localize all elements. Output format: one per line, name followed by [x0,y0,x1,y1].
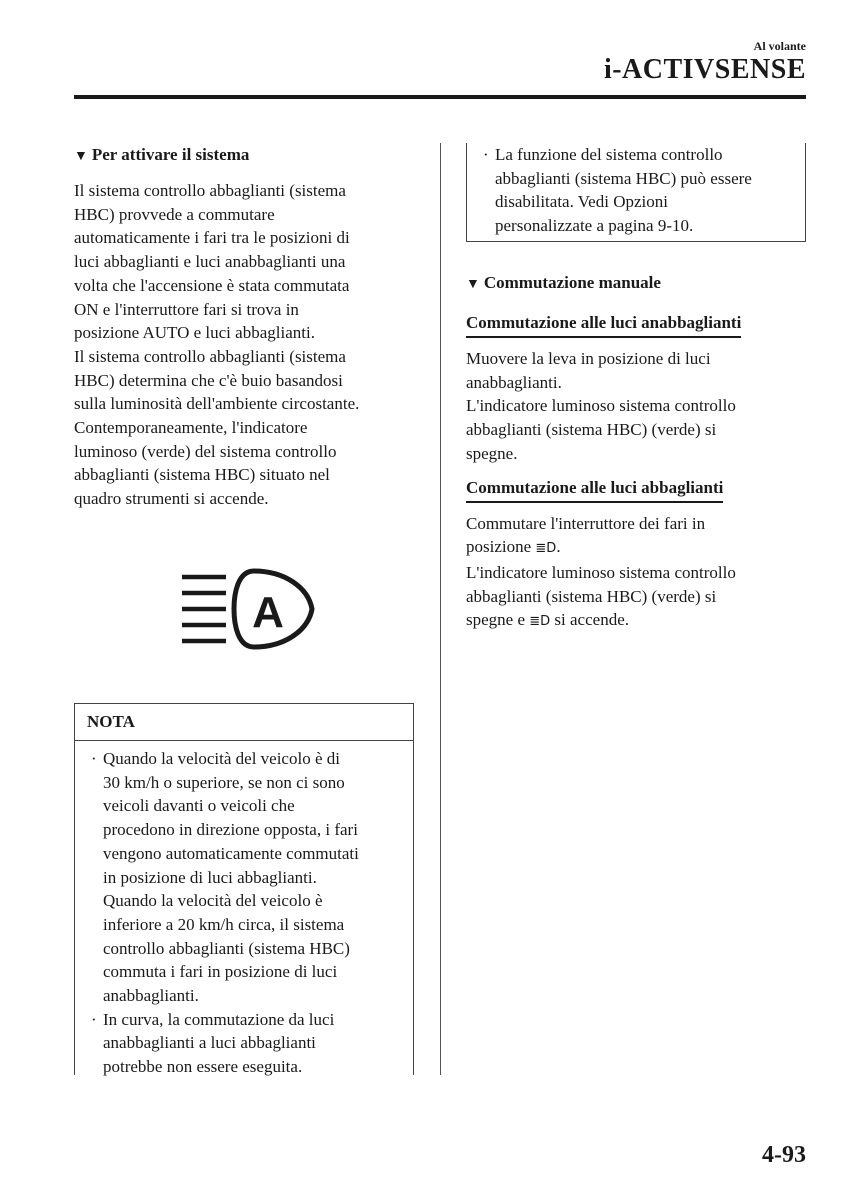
column-divider [440,143,441,1075]
header-rule [74,95,806,99]
icon-letter: A [252,588,284,637]
high-beam-text [466,512,806,635]
auto-high-beam-svg [180,565,320,655]
section-label: Al volante [753,39,806,53]
triangle-down-icon: ▼ [74,149,88,164]
manual-switch-heading-text: Commutazione manuale [483,273,661,292]
high-beam-line-4b: si accende. [554,610,629,630]
page-number: 4-93 [762,1142,806,1168]
low-beam-text: Muovere la leva in posizione di luci anabbaglianti. L'indicatore luminoso sistema controllo abbaglianti (sistema HBC) (verde) si spegne. [466,349,736,463]
high-beam-icon: ≣D [529,614,551,630]
nota-box-continued [466,143,806,242]
auto-high-beam-indicator-icon [180,565,320,655]
nota-item-text: La funzione del sistema controllo abbaglianti (sistema HBC) può essere disabilitata. Vedi Opzioni personalizzate a pagina 9-10. [495,145,752,236]
activation-paragraph: Il sistema controllo abbaglianti (sistema HBC) provvede a commutare automaticamente i fari tra le posizioni di luci abbaglianti e luci anabbaglianti una volta che l'accensione è stata commutata ON e l'interruttore fari si trova in posizione AUTO e luci abbaglianti. Il sistema controllo abbaglianti (sistema HBC) determina che c'è buio basandosi sulla luminosità dell'ambiente circostante. Contemporaneamente, l'indicatore luminoso (verde) del sistema controllo abbaglianti (sistema HBC) situato nel quadro strumenti si accende. [74,181,360,509]
high-beam-title: Commutazione alle luci abbaglianti [466,476,723,503]
high-beam-section [466,476,806,635]
activation-heading [74,143,414,169]
low-beam-title: Commutazione alle luci anabbaglianti [466,311,741,338]
high-beam-line-2 [466,535,806,561]
high-beam-line-4 [466,608,806,634]
left-column [74,143,414,511]
nota-item-text: Quando la velocità del veicolo è di 30 km/h o superiore, se non ci sono veicoli davanti o veicoli che procedono in direzione opposta, i fari vengono automaticamente commutati in posizione di luci abbaglianti. Quando la velocità del veicolo è inferiore a 20 km/h circa, il sistema controllo abbaglianti (sistema HBC) commuta i fari in posizione di luci anabbaglianti. [103,749,359,1006]
right-column [466,271,806,634]
bullet-dot-icon: · [91,749,97,768]
bullet-dot-icon: · [483,145,489,164]
nota-item [75,747,413,1008]
high-beam-line-1: Commutare l'interruttore dei fari in [466,513,706,533]
nota-item [75,1008,413,1079]
chapter-title: i-ACTIVSENSE [603,54,806,85]
nota-item-text: In curva, la commutazione da luci anabbaglianti a luci abbaglianti potrebbe non essere eseguita. [103,1009,335,1077]
high-beam-line-2-text: posizione [466,537,532,557]
high-beam-icon: ≣D [535,541,557,557]
triangle-down-icon: ▼ [466,277,480,292]
nota-item [467,143,805,238]
nota-items [75,741,413,1079]
high-beam-line-4a: spegne e [466,610,526,630]
high-beam-line-3: L'indicatore luminoso sistema controllo abbaglianti (sistema HBC) (verde) si [466,562,736,606]
activation-heading-text: Per attivare il sistema [91,145,250,164]
period: . [556,537,561,557]
nota-title: NOTA [75,704,413,741]
nota-box [74,703,414,1075]
manual-switch-heading [466,271,806,297]
bullet-dot-icon: · [91,1009,97,1029]
low-beam-section [466,311,806,466]
